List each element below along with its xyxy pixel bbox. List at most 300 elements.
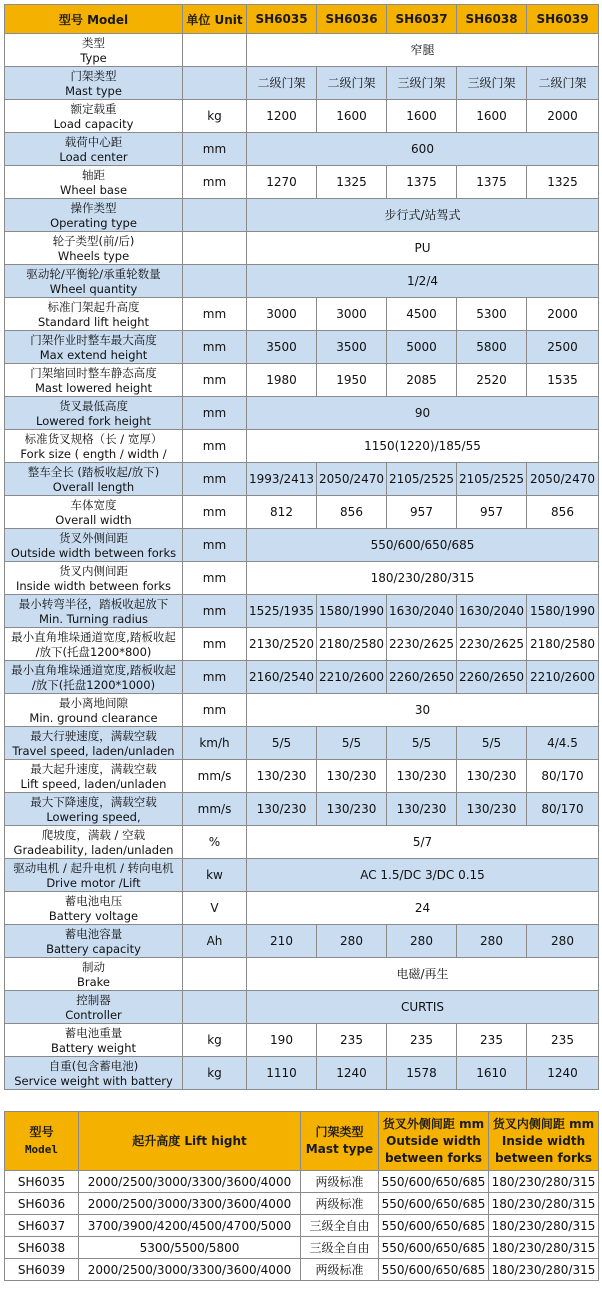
spec-value: 130/230 [387,760,457,793]
spec-param-cn: 门架作业时整车最大高度 [30,332,157,347]
spec-unit: mm [183,463,247,496]
models-cell-lift: 3700/3900/4200/4500/4700/5000 [79,1215,301,1237]
spec-param-name [5,34,183,67]
spec-unit: mm [183,166,247,199]
models-cell-inside: 180/230/280/315 [489,1237,599,1259]
spec-value: 2180/2580 [527,628,599,661]
spec-param-cn: 驱动轮/平衡轮/承重轮数量 [26,266,161,281]
models-cell-mast: 两级标准 [301,1171,379,1193]
spec-param-name [5,463,183,496]
spec-row [5,694,599,727]
header-sh6037: SH6037 [387,5,457,34]
spec-param-en: Gradeability, laden/unladen [13,842,174,857]
spec-value: 3500 [317,331,387,364]
spec-row [5,166,599,199]
spec-value-all: 步行式/站驾式 [247,199,599,232]
spec-value: 1325 [317,166,387,199]
spec-param-name [5,628,183,661]
spec-param-cn: 轴距 [82,167,105,182]
spec-row [5,958,599,991]
spec-row [5,364,599,397]
spec-row [5,100,599,133]
spec-value: 2160/2540 [247,661,317,694]
header-sh6035: SH6035 [247,5,317,34]
spec-param-name [5,166,183,199]
models-cell-lift: 2000/2500/3000/3300/3600/4000 [79,1193,301,1215]
models-cell-lift: 5300/5500/5800 [79,1237,301,1259]
spec-value: 2520 [457,364,527,397]
spec-param-cn: 最小直角堆垛通道宽度,踏板收起 [11,629,176,644]
spec-param-en: Fork size ( ength / width / [20,446,167,461]
spec-param-en: Standard lift height [37,314,150,329]
spec-row [5,67,599,100]
spec-value: 235 [317,1024,387,1057]
spec-param-en: Inside width between forks [15,578,172,593]
spec-unit [183,67,247,100]
spec-value: 235 [387,1024,457,1057]
spec-row [5,991,599,1024]
spec-param-en: Battery voltage [48,908,139,923]
spec-param-en: Battery weight [51,1040,136,1055]
spec-param-cn: 蓄电池电压 [64,893,123,908]
spec-unit [183,958,247,991]
spec-row [5,496,599,529]
models-cell-model: SH6039 [5,1259,79,1281]
spec-param-en: Lowered fork height [35,413,151,428]
spec-param-name [5,265,183,298]
spec-row [5,1024,599,1057]
spec-row [5,397,599,430]
spec-param-en: Load center [59,149,128,164]
spec-row [5,265,599,298]
spec-value-all: 5/7 [247,826,599,859]
spec-value: 2130/2520 [247,628,317,661]
spec-row [5,430,599,463]
spec-row [5,826,599,859]
spec-param-en: Load capacity [53,116,134,131]
spec-value-all: 1150(1220)/185/55 [247,430,599,463]
spec-row [5,529,599,562]
models-header-mast: 门架类型 Mast type [301,1112,379,1171]
spec-row [5,562,599,595]
spec-value: 5/5 [317,727,387,760]
spec-value: 1578 [387,1057,457,1090]
spec-param-cn: 门架缩回时整车静态高度 [30,365,157,380]
spec-value: 2210/2600 [527,661,599,694]
spec-param-name [5,1024,183,1057]
spec-unit [183,232,247,265]
spec-value: 2050/2470 [527,463,599,496]
spec-value: 1375 [387,166,457,199]
spec-unit [183,199,247,232]
spec-param-name [5,199,183,232]
spec-value: 1325 [527,166,599,199]
spec-param-cn: 最大起升速度，满载空载 [30,761,157,776]
spec-param-name [5,694,183,727]
spec-value: 957 [457,496,527,529]
spec-value: 2085 [387,364,457,397]
spec-header-row [5,5,599,34]
models-cell-mast: 两级标准 [301,1259,379,1281]
spec-value: 2230/2625 [387,628,457,661]
spec-value: 5/5 [387,727,457,760]
spec-value: 3500 [247,331,317,364]
spec-param-name [5,925,183,958]
spec-param-en: Lift speed, laden/unladen [20,776,167,791]
models-row [5,1215,599,1237]
models-cell-outside: 550/600/650/685 [379,1215,489,1237]
spec-value: 130/230 [247,760,317,793]
spec-row [5,892,599,925]
spec-value: 1240 [527,1057,599,1090]
spec-unit: mm [183,661,247,694]
spec-value: 2105/2525 [457,463,527,496]
spec-value: 130/230 [457,760,527,793]
spec-param-cn: 最大行驶速度，满载空载 [30,728,157,743]
spec-value: 3000 [247,298,317,331]
models-cell-mast: 三级全自由 [301,1237,379,1259]
spec-value: 130/230 [247,793,317,826]
spec-unit: mm [183,595,247,628]
spec-param-cn: 自重(包含蓄电池) [48,1058,139,1073]
models-cell-model: SH6037 [5,1215,79,1237]
spec-value: 二级门架 [527,67,599,100]
spec-row [5,727,599,760]
spec-value: 1580/1990 [317,595,387,628]
spec-param-name [5,67,183,100]
spec-param-en: /放下(托盘1200*1000) [31,677,156,692]
spec-param-en: Min. Turning radius [38,611,149,626]
models-cell-inside: 180/230/280/315 [489,1215,599,1237]
spec-param-name [5,859,183,892]
spec-value: 1993/2413 [247,463,317,496]
header-sh6038: SH6038 [457,5,527,34]
spec-value: 2230/2625 [457,628,527,661]
spec-row [5,793,599,826]
spec-row [5,463,599,496]
spec-value: 2105/2525 [387,463,457,496]
spec-unit: kw [183,859,247,892]
spec-value: 1600 [457,100,527,133]
spec-param-name [5,430,183,463]
spec-unit: km/h [183,727,247,760]
spec-param-en: /放下(托盘1200*800) [35,644,152,659]
spec-value: 三级门架 [457,67,527,100]
spec-param-en: Battery capacity [46,941,141,956]
spec-value: 280 [527,925,599,958]
spec-value: 4500 [387,298,457,331]
models-row [5,1237,599,1259]
spec-param-en: Service weight with battery [14,1073,173,1088]
spec-unit: mm/s [183,793,247,826]
spec-value: 812 [247,496,317,529]
spec-value: 1630/2040 [457,595,527,628]
spec-param-cn: 门架类型 [70,68,117,83]
spec-unit [183,991,247,1024]
spec-value: 1980 [247,364,317,397]
spec-row [5,859,599,892]
spec-param-en: Min. ground clearance [29,710,158,725]
models-cell-outside: 550/600/650/685 [379,1237,489,1259]
spec-value: 856 [317,496,387,529]
header-unit: 单位 Unit [183,5,247,34]
spec-value-all: 180/230/280/315 [247,562,599,595]
spec-param-cn: 蓄电池容量 [64,926,123,941]
spec-param-cn: 蓄电池重量 [64,1025,123,1040]
models-row [5,1171,599,1193]
spec-value: 2260/2650 [387,661,457,694]
models-header-row [5,1112,599,1171]
spec-param-cn: 车体宽度 [70,497,117,512]
spec-value: 三级门架 [387,67,457,100]
spec-value: 80/170 [527,793,599,826]
spec-row [5,661,599,694]
spec-unit: mm [183,562,247,595]
models-cell-outside: 550/600/650/685 [379,1171,489,1193]
spec-value: 1200 [247,100,317,133]
models-header-outside: 货叉外侧间距 mm Outside width between forks [379,1112,489,1171]
spec-row [5,628,599,661]
spec-value: 957 [387,496,457,529]
spec-value: 2050/2470 [317,463,387,496]
spec-value-all: PU [247,232,599,265]
spec-param-en: Overall width [55,512,132,527]
spec-param-name [5,133,183,166]
spec-unit [183,34,247,67]
models-cell-model: SH6038 [5,1237,79,1259]
spec-param-en: Brake [77,974,110,989]
spec-unit: kg [183,1057,247,1090]
spec-param-cn: 最小离地间隙 [59,695,128,710]
spec-value: 856 [527,496,599,529]
spec-row [5,925,599,958]
models-cell-inside: 180/230/280/315 [489,1193,599,1215]
spec-param-name [5,760,183,793]
spec-unit: mm [183,298,247,331]
models-header-lift: 起升高度 Lift hight [79,1112,301,1171]
models-cell-outside: 550/600/650/685 [379,1193,489,1215]
spec-row [5,199,599,232]
spec-value-all: 90 [247,397,599,430]
spec-value: 5/5 [457,727,527,760]
spec-value-all: AC 1.5/DC 3/DC 0.15 [247,859,599,892]
spec-param-cn: 最小转弯半径，踏板收起放下 [18,596,169,611]
spec-value: 2180/2580 [317,628,387,661]
spec-param-name [5,661,183,694]
spec-param-en: Outside width between forks [10,545,177,560]
spec-value: 2260/2650 [457,661,527,694]
spec-param-cn: 载荷中心距 [64,134,123,149]
models-cell-model: SH6035 [5,1171,79,1193]
spec-param-name [5,793,183,826]
spec-value: 1375 [457,166,527,199]
spec-param-name [5,529,183,562]
spec-value: 1950 [317,364,387,397]
models-header-model: 型号 Model [5,1112,79,1171]
spec-value: 210 [247,925,317,958]
spec-value: 1630/2040 [387,595,457,628]
spec-value: 1525/1935 [247,595,317,628]
spec-param-en: Max extend height [39,347,148,362]
spec-value: 1240 [317,1057,387,1090]
spec-value-all: 30 [247,694,599,727]
spec-param-cn: 货叉内侧间距 [59,563,128,578]
spec-row [5,232,599,265]
spec-value: 1600 [387,100,457,133]
spec-param-name [5,331,183,364]
spec-param-en: Drive motor /Lift [46,875,141,890]
spec-param-cn: 爬坡度，满载 / 空载 [41,827,146,842]
spec-param-name [5,595,183,628]
spec-param-cn: 制动 [82,959,105,974]
models-row [5,1193,599,1215]
spec-param-name [5,562,183,595]
spec-value: 280 [387,925,457,958]
spec-value: 235 [457,1024,527,1057]
spec-table [4,4,599,1090]
spec-param-en: Mast type [65,83,122,98]
spec-unit: Ah [183,925,247,958]
spec-param-name [5,232,183,265]
spec-unit: mm [183,397,247,430]
spec-param-en: Wheel quantity [49,281,138,296]
spec-value: 1535 [527,364,599,397]
spec-value: 130/230 [317,793,387,826]
spec-unit: mm [183,529,247,562]
spec-value: 2500 [527,331,599,364]
spec-value-all: 600 [247,133,599,166]
spec-param-cn: 额定载重 [70,101,117,116]
spec-value: 280 [317,925,387,958]
models-cell-lift: 2000/2500/3000/3300/3600/4000 [79,1259,301,1281]
spec-value: 1580/1990 [527,595,599,628]
spec-unit: mm [183,430,247,463]
spec-param-cn: 货叉最低高度 [59,398,128,413]
spec-param-en: Type [80,50,107,65]
spec-param-en: Operating type [50,215,137,230]
spec-value: 1110 [247,1057,317,1090]
spec-row [5,595,599,628]
models-table [4,1111,599,1281]
spec-value: 5800 [457,331,527,364]
spec-param-name [5,958,183,991]
spec-param-cn: 类型 [82,35,105,50]
spec-value: 130/230 [317,760,387,793]
spec-value-all: 1/2/4 [247,265,599,298]
spec-param-en: Wheel base [59,182,128,197]
spec-param-cn: 整车全长 (踏板收起/放下) [27,464,160,479]
spec-unit: mm [183,331,247,364]
spec-row [5,34,599,67]
spec-unit: mm [183,496,247,529]
spec-param-cn: 货叉外侧间距 [59,530,128,545]
spec-value: 280 [457,925,527,958]
spec-param-name [5,727,183,760]
spec-param-name [5,100,183,133]
spec-param-cn: 驱动电机 / 起升电机 / 转向电机 [13,860,174,875]
spec-param-en: Overall length [52,479,135,494]
spec-value: 4/4.5 [527,727,599,760]
spec-value-all: 550/600/650/685 [247,529,599,562]
spec-param-cn: 控制器 [76,992,111,1007]
spec-value: 5/5 [247,727,317,760]
spec-unit: V [183,892,247,925]
spec-unit: kg [183,100,247,133]
spec-value-all: CURTIS [247,991,599,1024]
spec-value: 1600 [317,100,387,133]
spec-value: 1270 [247,166,317,199]
spec-param-en: Controller [65,1007,122,1022]
spec-param-en: Lowering speed, [46,809,141,824]
spec-param-name [5,397,183,430]
spec-value-all: 24 [247,892,599,925]
spec-value: 5000 [387,331,457,364]
spec-value: 二级门架 [317,67,387,100]
spec-param-name [5,1057,183,1090]
spec-param-name [5,364,183,397]
header-sh6039: SH6039 [527,5,599,34]
spec-unit: mm [183,694,247,727]
spec-param-en: Mast lowered height [35,380,152,395]
spec-value: 235 [527,1024,599,1057]
spec-unit: mm/s [183,760,247,793]
spec-param-cn: 标准货叉规格（长 / 宽厚） [24,431,163,446]
spec-param-name [5,826,183,859]
spec-value-all: 窄腿 [247,34,599,67]
models-cell-lift: 2000/2500/3000/3300/3600/4000 [79,1171,301,1193]
spec-row [5,760,599,793]
models-cell-inside: 180/230/280/315 [489,1259,599,1281]
spec-value: 1610 [457,1057,527,1090]
spec-value: 130/230 [457,793,527,826]
spec-row [5,1057,599,1090]
spec-unit [183,265,247,298]
models-cell-mast: 三级全自由 [301,1215,379,1237]
spec-param-name [5,892,183,925]
spec-value: 190 [247,1024,317,1057]
spec-unit: kg [183,1024,247,1057]
spec-param-cn: 最大下降速度，满载空载 [30,794,157,809]
spec-unit: mm [183,628,247,661]
spec-param-name [5,496,183,529]
spec-value: 5300 [457,298,527,331]
models-header-inside: 货叉内侧间距 mm Inside width between forks [489,1112,599,1171]
spec-param-cn: 最小直角堆垛通道宽度,踏板收起 [11,662,176,677]
spec-param-name [5,298,183,331]
spec-value: 3000 [317,298,387,331]
spec-value: 130/230 [387,793,457,826]
spec-value: 80/170 [527,760,599,793]
spec-unit: % [183,826,247,859]
spec-row [5,331,599,364]
spec-value: 2000 [527,298,599,331]
spec-param-cn: 操作类型 [70,200,117,215]
spec-param-name [5,991,183,1024]
spec-unit: mm [183,133,247,166]
spec-row [5,133,599,166]
spec-param-cn: 轮子类型(前/后) [52,233,135,248]
models-cell-outside: 550/600/650/685 [379,1259,489,1281]
spec-row [5,298,599,331]
spec-value: 2210/2600 [317,661,387,694]
spec-param-en: Wheels type [57,248,130,263]
spec-param-en: Travel speed, laden/unladen [12,743,175,758]
spec-unit: mm [183,364,247,397]
spec-value: 二级门架 [247,67,317,100]
spec-value-all: 电磁/再生 [247,958,599,991]
models-cell-inside: 180/230/280/315 [489,1171,599,1193]
header-sh6036: SH6036 [317,5,387,34]
